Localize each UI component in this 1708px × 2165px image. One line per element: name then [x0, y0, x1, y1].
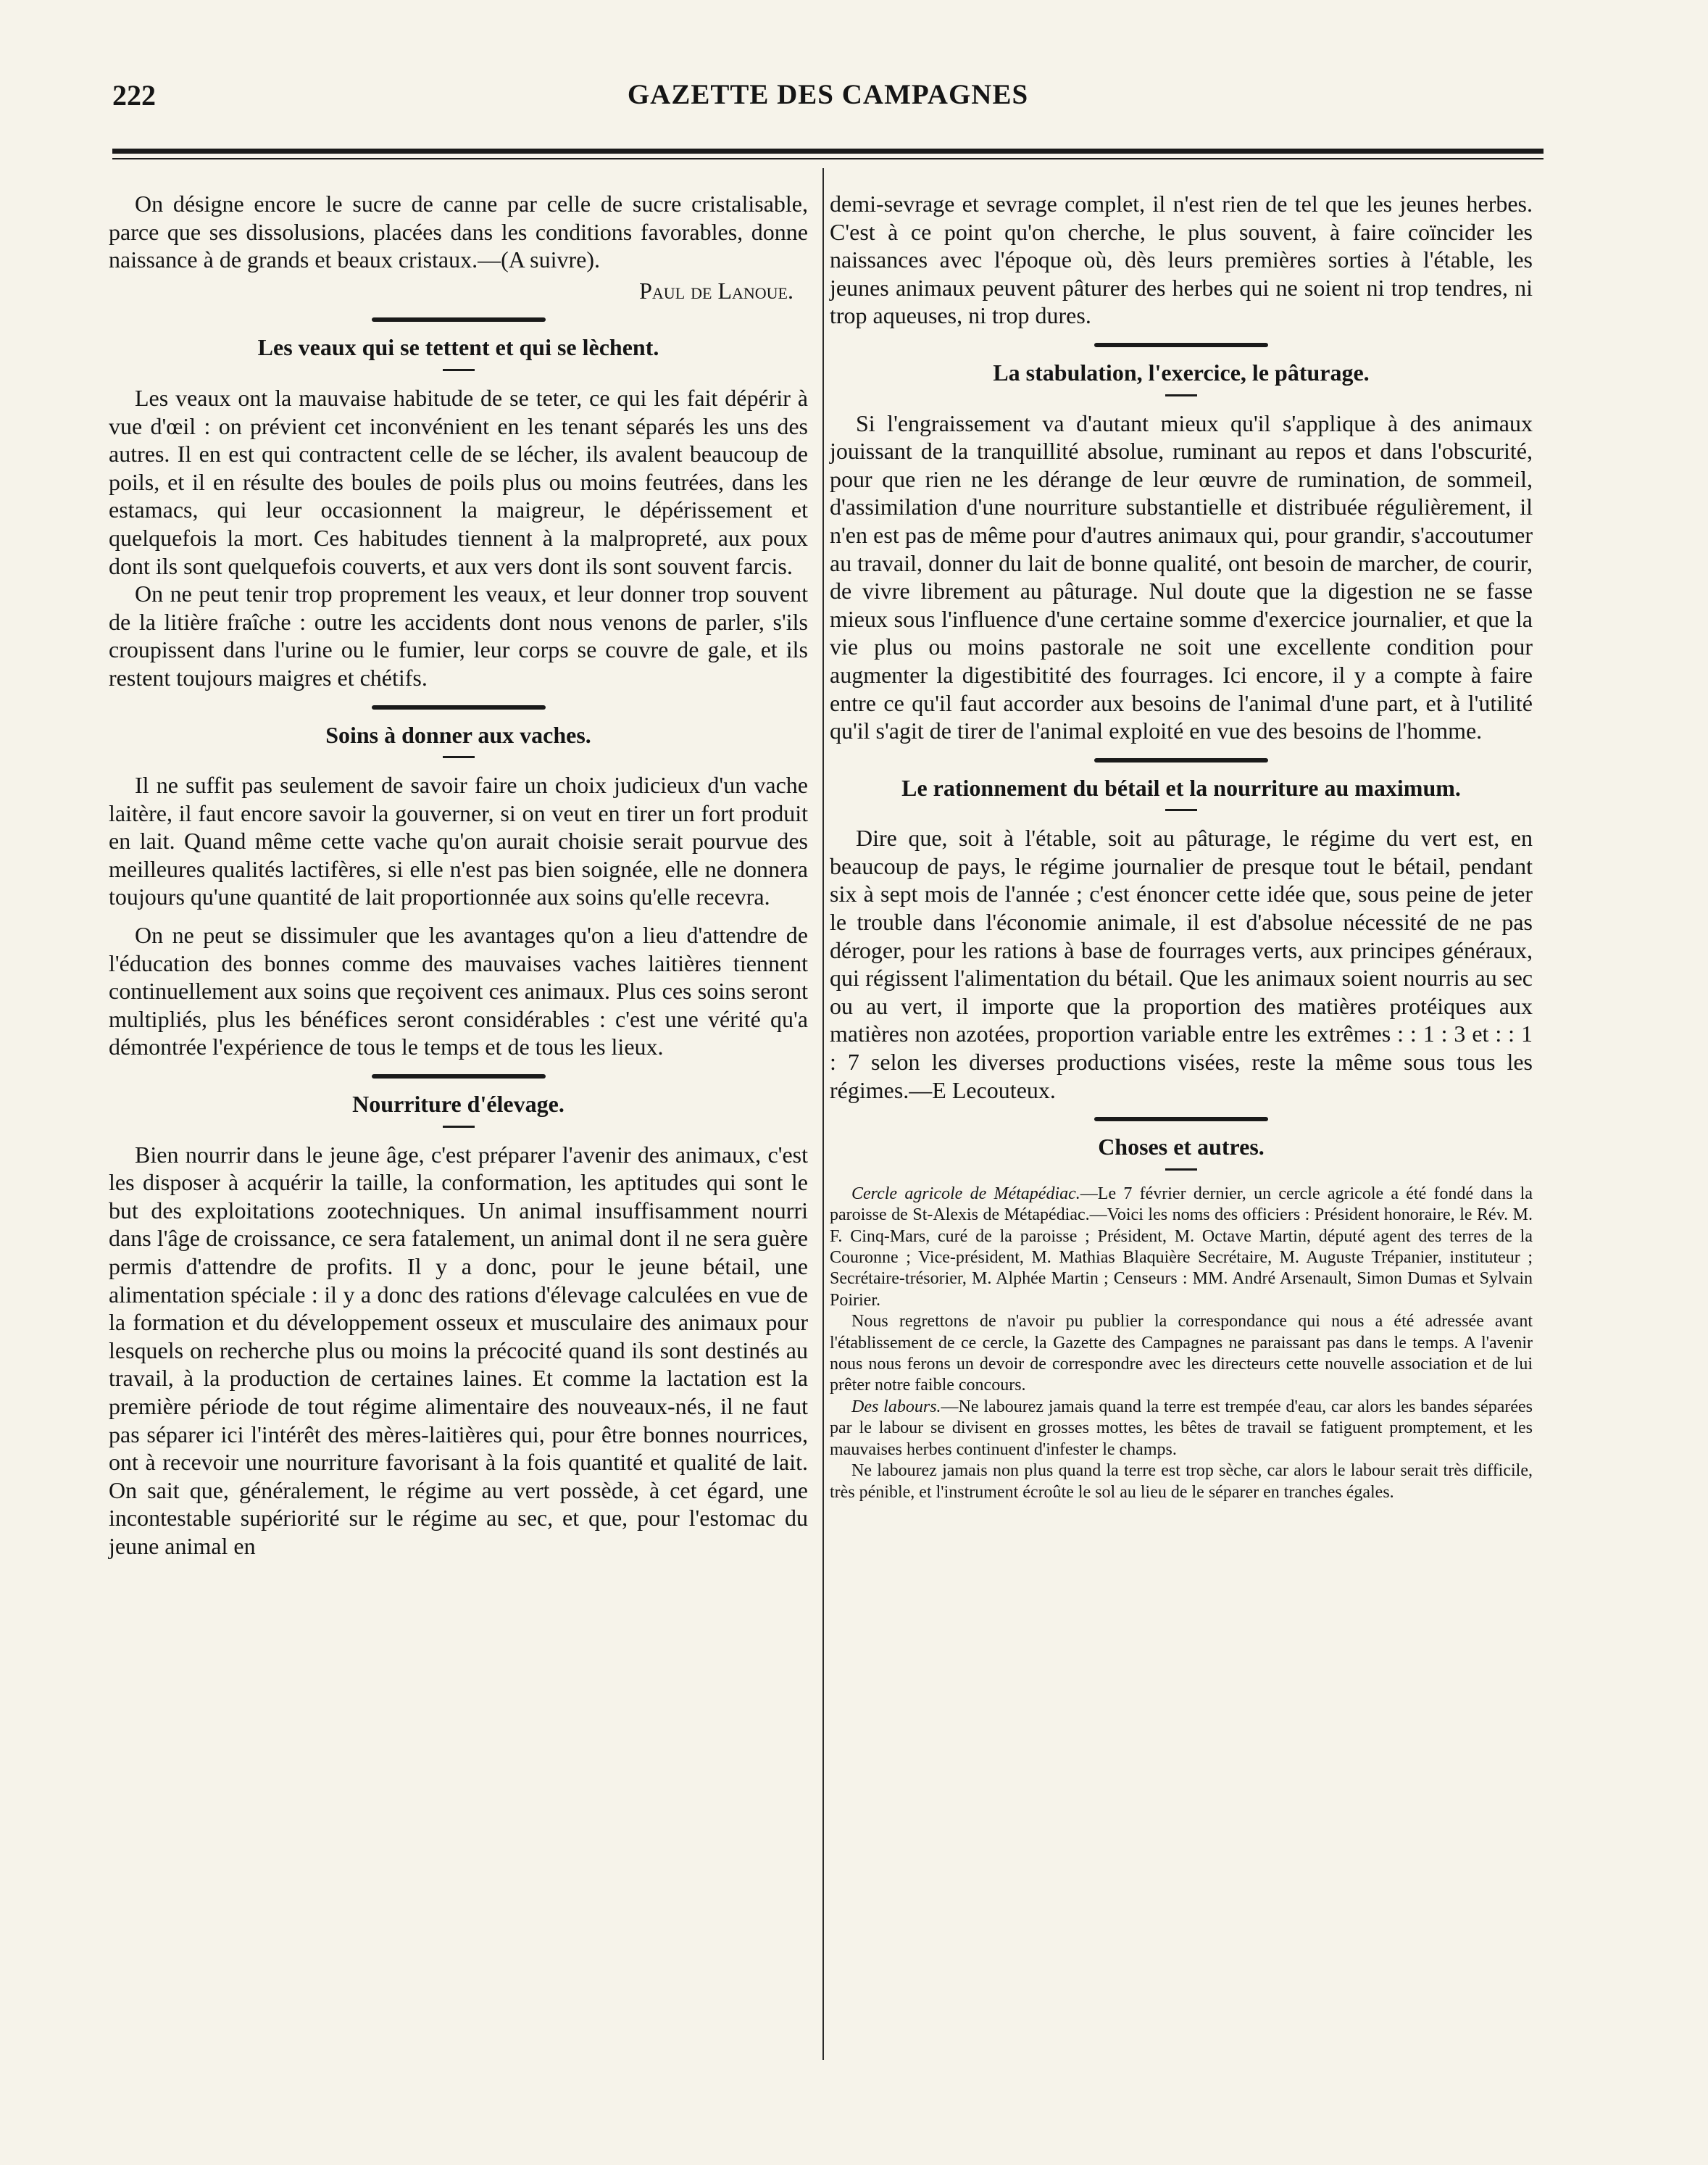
news-item: Ne labourez jamais non plus quand la terre est trop sèche, car alors le labour serait très difficile, très pénible, et l'instrument écroûte le sol au lieu de le séparer en tranches égales.: [830, 1461, 1533, 1502]
news-item: Nous regrettons de n'avoir pu publier la correspondance qui nous a été adressée avant l'établissement de ce cercle, la Gazette des Campagnes ne paraissant pas dans le temps. A l'avenir nous nous ferons un devoir de correspondre avec les directeurs cette nouvelle association et de lui prêter notre faible concours.: [830, 1312, 1533, 1395]
news-item-label: Des labours.: [851, 1397, 941, 1416]
header-rule-thick: [112, 149, 1544, 154]
body-paragraph: On ne peut tenir trop proprement les veaux, et leur donner trop souvent de la litière fraîche : outre les accidents dont nous venons de parler, s'ils croupissent dans l'urine ou le fumier, leur corps se couvre de gale, et ils restent toujours maigres et chétifs.: [109, 581, 808, 691]
intro-paragraph: On désigne encore le sucre de canne par celle de sucre cristalisable, parce que ses dissolusions, placées dans les conditions favorables, donne naissance à de grands et beaux cristaux.—(A suivre).: [109, 191, 808, 273]
news-item: [830, 1184, 1533, 1311]
heading-dash: [1165, 394, 1197, 396]
section-ornament: [1094, 758, 1268, 762]
heading-dash: [443, 369, 475, 371]
section-ornament: [1094, 1117, 1268, 1121]
right-column: [830, 190, 1533, 1503]
section-ornament: [1094, 343, 1268, 347]
body-paragraph: Si l'engraissement va d'autant mieux qu'il s'applique à des animaux jouissant de la tranquillité absolue, ruminant au repos et dans l'obscurité, pour que rien ne les dérange de leur œuvre de rumination, de sommeil, d'assimilation d'une nourriture substantielle et distribuée régulièrement, il n'en est pas de même pour d'autres animaux qui, pour grandir, s'accoutumer au travail, donner du lait de bonne qualité, ont besoin de marcher, de courir, de vivre librement au pâturage. Nul doute que la digestion ne se fasse mieux sous l'influence d'une certaine somme d'exercice journalier, et que la vie plus ou moins pastorale ne soit une excellente condition pour augmenter la digestibitité des fourrages. Ici encore, il y a compte à faire entre ce qu'il faut accorder aux besoins de l'animal d'une part, et à l'utilité qu'il s'agit de tirer de l'animal exploité en vue des besoins de l'homme.: [830, 410, 1533, 744]
section-ornament: [372, 705, 546, 710]
section-heading: La stabulation, l'exercice, le pâturage.: [993, 359, 1370, 386]
section-heading: Les veaux qui se tettent et qui se lèchent.: [257, 334, 659, 361]
publication-title: GAZETTE DES CAMPAGNES: [627, 79, 1029, 110]
column-divider: [822, 168, 824, 2060]
news-item-text: —Ne labourez jamais quand la terre est trempée d'eau, car alors les bandes séparées par le labour se divisent en grosses mottes, les bêtes de travail se fatiguent promptement, et les mauvaises herbes continuent d'infester le champs.: [830, 1397, 1533, 1459]
heading-dash: [443, 1126, 475, 1128]
body-paragraph: Bien nourrir dans le jeune âge, c'est préparer l'avenir des animaux, c'est les disposer à acquérir la taille, la conformation, les aptitudes qui sont le but des exploitations zootechniques. Un animal insuffisamment nourri dans l'âge de croissance, ce sera fatalement, un animal dont il ne sera guère permis d'attendre de profits. Il y a donc, pour le jeune bétail, une alimentation spéciale : il y a donc des rations d'élevage calculées en vue de la formation et du développement osseux et musculaire des animaux pour lesquels on recherche plus ou moins la précocité quand ils sont destinés au travail, à la production de certaines laines. Et comme la lactation est la première période de tout régime alimentaire des nouveaux-nés, il ne faut pas séparer ici l'intérêt des mères-laitières qui, pour être bonnes nourrices, ont à recevoir une nourriture favorisant à la fois quantité et qualité de lait. On sait que, généralement, le régime au vert possède, à cet égard, une incontestable supériorité sur le régime au sec, et que, pour l'estomac du jeune animal en: [109, 1141, 808, 1559]
page-header: [112, 78, 1544, 122]
news-notes: [830, 1184, 1533, 1503]
body-paragraph: On ne peut se dissimuler que les avantages qu'on a lieu d'attendre de l'éducation des bonnes comme des mauvaises vaches laitières tiennent continuellement aux soins que reçoivent ces animaux. Plus ces soins seront multipliés, plus les bénéfices seront considérables : c'est une vérité qu'a démontrée l'expérience de tous le temps et de tous les lieux.: [109, 922, 808, 1060]
section-ornament: [372, 317, 546, 322]
page-number: 222: [112, 79, 156, 112]
section-heading: Soins à donner aux vaches.: [325, 721, 591, 748]
news-item: [830, 1397, 1533, 1460]
header-rule-thin: [112, 158, 1544, 159]
section-ornament: [372, 1074, 546, 1079]
continued-paragraph: demi-sevrage et sevrage complet, il n'est rien de tel que les jeunes herbes. C'est à ce point qu'on cherche, le plus souvent, à faire coïncider les naissances avec l'époque où, dès leurs premières sorties à l'étable, les jeunes animaux peuvent pâturer des herbes qui ne soient ni trop tendres, ni trop aqueuses, ni trop dures.: [830, 191, 1533, 329]
section-heading: Choses et autres.: [1098, 1134, 1265, 1160]
news-item-label: Cercle agricole de Métapédiac.: [851, 1184, 1080, 1203]
news-item-text: —Le 7 février dernier, un cercle agricole a été fondé dans la paroisse de St-Alexis de Métapédiac.—Voici les noms des officiers : Président honoraire, le Rév. M. F. Cinq-Mars, curé de la paroisse ; Président, M. Octave Martin, député agent des terres de la Couronne ; Vice-président, M. Mathias Blaquière Secrétaire, M. Auguste Trépanier, instituteur ; Secrétaire-trésorier, M. Alphée Martin ; Censeurs : MM. André Arsenault, Simon Dumas et Sylvain Poirier.: [830, 1184, 1533, 1310]
heading-dash: [1165, 1168, 1197, 1171]
left-column: [109, 190, 808, 1561]
section-heading: Nourriture d'élevage.: [352, 1091, 565, 1118]
heading-dash: [443, 756, 475, 758]
heading-dash: [1165, 809, 1197, 811]
body-paragraph: Les veaux ont la mauvaise habitude de se teter, ce qui les fait dépérir à vue d'œil : on prévient cet inconvénient en les tenant séparés les uns des autres. Il en est qui contractent celle de se lécher, ils avalent beaucoup de poils, et il en résulte des boules de poils plus ou moins feutrées, dans les estamacs, qui leur occasionnent la maigreur, le dépérissement et quelquefois la mort. Ces habitudes tiennent à la malpropreté, aux poux dont ils sont quelquefois couverts, et aux vers dont ils sont souvent farcis.: [109, 384, 808, 579]
author-signature: Paul de Lanoue.: [639, 277, 793, 304]
body-paragraph: Il ne suffit pas seulement de savoir faire un choix judicieux d'un vache laitère, il faut encore savoir la gouverner, si on veut en tirer un fort produit en lait. Quand même cette vache qu'on aurait choisie serait pourvue des meilleures qualités lactifères, si elle n'est pas bien soignée, elle ne donnera toujours qu'une quantité de lait proportionnée aux soins qu'elle recevra.: [109, 772, 808, 910]
section-heading: Le rationnement du bétail et la nourriture au maximum.: [901, 774, 1461, 801]
body-paragraph: Dire que, soit à l'étable, soit au pâturage, le régime du vert est, en beaucoup de pays, le régime journalier de presque tout le bétail, pendant six à sept mois de l'année ; c'est énoncer cette idée que, sous peine de jeter le trouble dans l'économie animale, il est d'absolue nécessité de ne pas déroger, pour les rations à base de fourrages verts, aux principes généraux, qui régissent l'alimentation du bétail. Que les animaux soient nourris au sec ou au vert, il importe que la proportion des matières protéiques aux matières non azotées, proportion variable entre les extrêmes : : 1 : 3 et : : 1 : 7 selon les diverses productions visées, reste la même sous tous les régimes.—E Lecouteux.: [830, 825, 1533, 1103]
